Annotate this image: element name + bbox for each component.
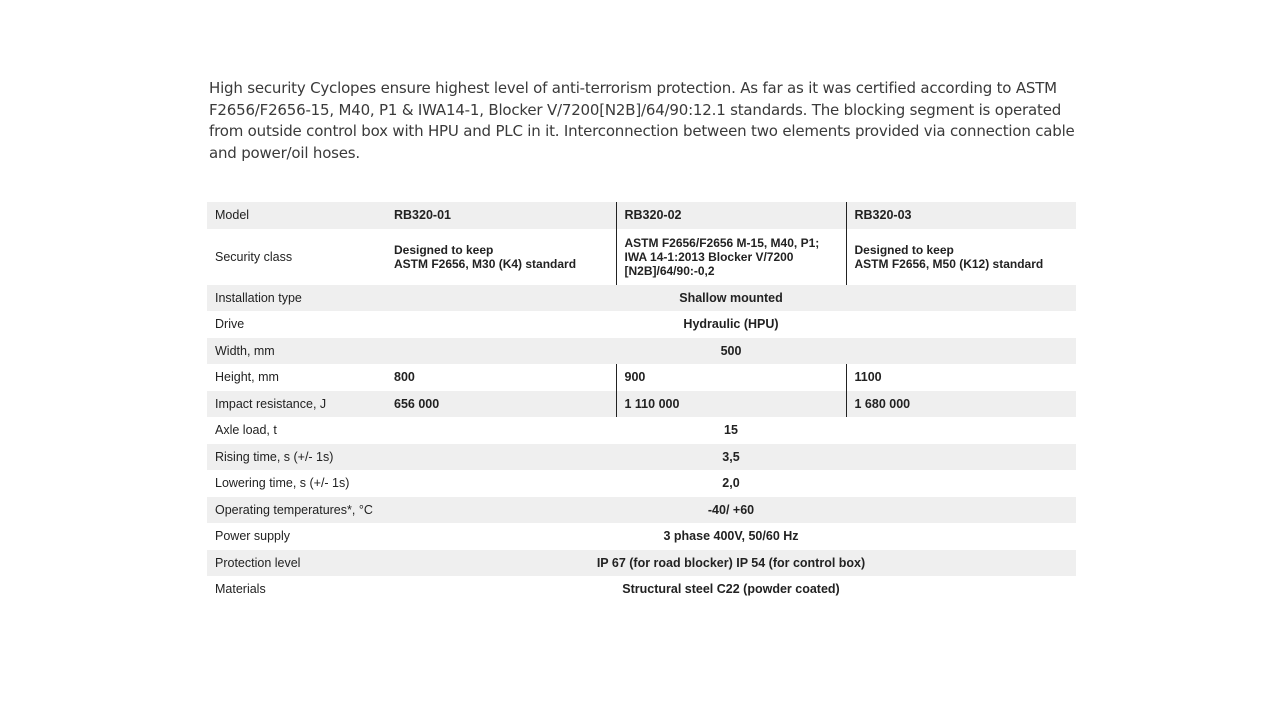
table-row-installation-type	[207, 285, 1076, 312]
row-label: Materials	[215, 582, 266, 597]
row-label: Operating temperatures*, °C	[207, 497, 386, 524]
table-row-axle-load	[207, 417, 1076, 444]
row-label: Impact resistance, J	[207, 391, 386, 418]
table-row-power-supply	[207, 523, 1076, 550]
width-value: 500	[386, 338, 1076, 365]
row-label: Height, mm	[215, 370, 279, 385]
drive-value: Hydraulic (HPU)	[683, 317, 779, 332]
table-row-width	[207, 338, 1076, 365]
operating-temperatures-value: -40/ +60	[386, 497, 1076, 524]
protection-level-value: IP 67 (for road blocker) IP 54 (for control box)	[386, 550, 1076, 577]
security-class-cell-1: Designed to keep ASTM F2656, M30 (K4) standard	[394, 242, 577, 271]
height-cell-1: 800	[394, 370, 415, 385]
row-label: Power supply	[215, 529, 291, 544]
row-label: Security class	[215, 249, 293, 264]
spec-table	[207, 202, 1076, 603]
row-label: Rising time, s (+/- 1s)	[207, 444, 386, 471]
row-label: Axle load, t	[215, 423, 277, 438]
table-row-protection-level	[207, 550, 1076, 577]
height-cell-3: 1100	[846, 364, 1076, 391]
table-row-rising-time	[207, 444, 1076, 471]
impact-cell-2: 1 110 000	[616, 391, 846, 418]
lowering-time-value: 2,0	[722, 476, 740, 491]
table-row-materials	[207, 576, 1076, 603]
model-cell-3: RB320-03	[846, 202, 1076, 229]
table-row-height	[207, 364, 1076, 391]
table-row-lowering-time	[207, 470, 1076, 497]
impact-cell-3: 1 680 000	[846, 391, 1076, 418]
model-cell-2: RB320-02	[616, 202, 846, 229]
row-label: Protection level	[207, 550, 386, 577]
materials-value: Structural steel C22 (powder coated)	[622, 582, 840, 597]
installation-type-value: Shallow mounted	[386, 285, 1076, 312]
table-row-operating-temperatures	[207, 497, 1076, 524]
row-label: Width, mm	[207, 338, 386, 365]
table-row-drive	[207, 311, 1076, 338]
power-supply-value: 3 phase 400V, 50/60 Hz	[663, 529, 799, 544]
rising-time-value: 3,5	[386, 444, 1076, 471]
row-label: Model	[207, 202, 386, 229]
height-cell-2: 900	[616, 364, 846, 391]
row-label: Drive	[215, 317, 245, 332]
row-label: Lowering time, s (+/- 1s)	[215, 476, 350, 491]
row-label: Installation type	[207, 285, 386, 312]
intro-paragraph: High security Cyclopes ensure highest level of anti-terrorism protection. As far as it was certified according to ASTM F2656/F2656-15, M40, P1 & IWA14-1, Blocker V/7200[N2B]/64/90:12.1 standards. The blocking segment is operated from outside control box with HPU and PLC in it. Interconnection between two elements provided via connection cable and power/oil hoses.	[209, 79, 1075, 162]
table-row-model	[207, 202, 1076, 229]
security-class-cell-3: Designed to keep ASTM F2656, M50 (K12) standard	[846, 229, 1076, 285]
impact-cell-1: 656 000	[386, 391, 616, 418]
table-row-security-class	[207, 229, 1076, 285]
security-class-cell-2: ASTM F2656/F2656 M-15, M40, P1; IWA 14-1:2013 Blocker V/7200 [N2B]/64/90:-0,2	[616, 229, 846, 285]
axle-load-value: 15	[724, 423, 738, 438]
table-row-impact-resistance	[207, 391, 1076, 418]
model-cell-1: RB320-01	[386, 202, 616, 229]
